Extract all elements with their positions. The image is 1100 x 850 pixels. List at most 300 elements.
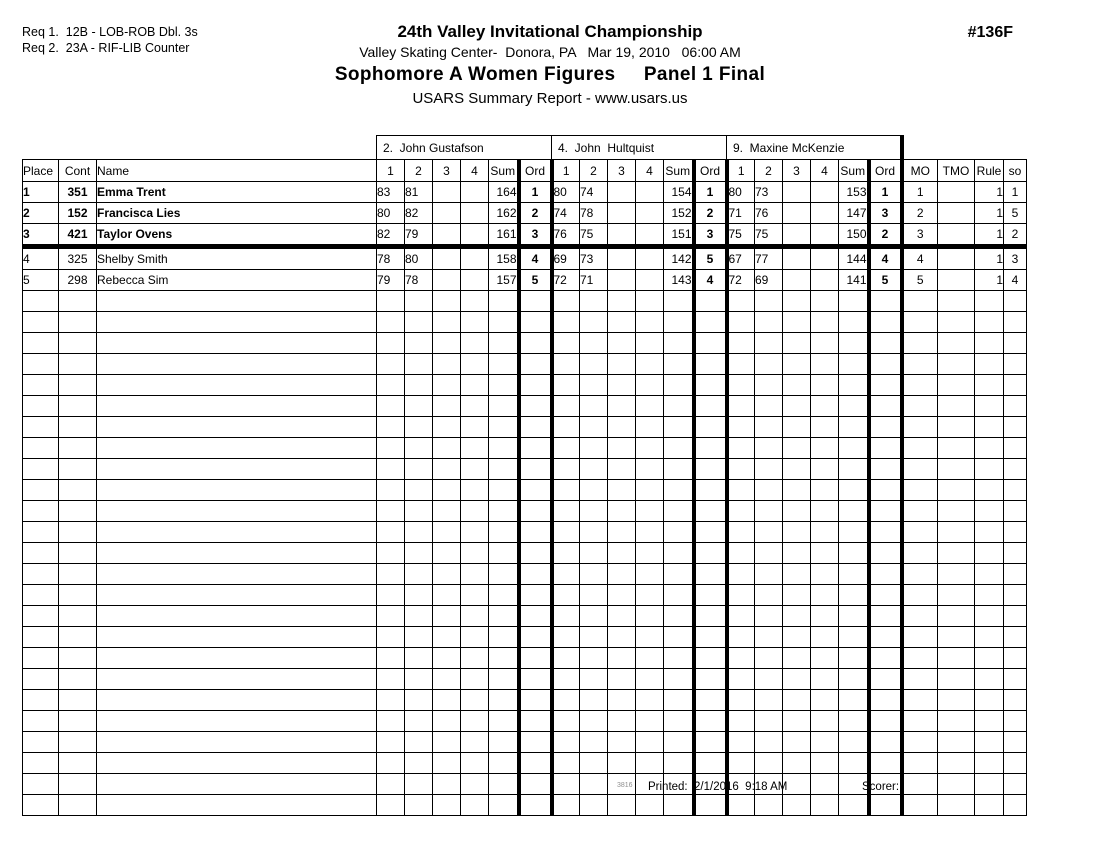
- score-cell: [783, 690, 811, 711]
- score-cell: [405, 354, 433, 375]
- rule-cell: [975, 438, 1004, 459]
- score-cell: [433, 224, 461, 247]
- col-header-sum-judge1: Sum: [489, 160, 519, 182]
- ord-cell: [869, 291, 902, 312]
- score-cell: [783, 522, 811, 543]
- rule-cell: [975, 732, 1004, 753]
- sum-cell: [664, 711, 694, 732]
- cont-cell: [59, 501, 97, 522]
- ord-cell: [694, 711, 727, 732]
- score-cell: [727, 333, 755, 354]
- ord-cell: [869, 480, 902, 501]
- col-header-ord-judge3: Ord: [869, 160, 902, 182]
- score-cell: [608, 354, 636, 375]
- event-number: #136F: [967, 24, 1013, 41]
- score-cell: [727, 795, 755, 816]
- mo-cell: [902, 711, 938, 732]
- name-cell: [97, 375, 377, 396]
- score-cell: [461, 774, 489, 795]
- score-cell: [755, 564, 783, 585]
- score-cell: [552, 564, 580, 585]
- name-cell: Taylor Ovens: [97, 224, 377, 247]
- score-cell: [783, 585, 811, 606]
- place-cell: [23, 522, 59, 543]
- rule-cell: [975, 459, 1004, 480]
- sum-cell: [664, 795, 694, 816]
- sum-cell: [664, 753, 694, 774]
- score-cell: [433, 648, 461, 669]
- rule-cell: 1: [975, 247, 1004, 270]
- place-cell: [23, 564, 59, 585]
- score-cell: [755, 585, 783, 606]
- cont-cell: [59, 711, 97, 732]
- score-cell: [405, 501, 433, 522]
- ord-cell: [694, 795, 727, 816]
- ord-cell: [694, 459, 727, 480]
- sum-cell: [489, 732, 519, 753]
- score-cell: [552, 333, 580, 354]
- empty-row: [23, 543, 1027, 564]
- place-cell: [23, 417, 59, 438]
- score-cell: [811, 690, 839, 711]
- score-cell: [811, 543, 839, 564]
- score-cell: [580, 396, 608, 417]
- tmo-cell: [938, 774, 975, 795]
- cont-cell: [59, 543, 97, 564]
- sum-cell: [489, 711, 519, 732]
- score-cell: [755, 459, 783, 480]
- score-cell: [727, 690, 755, 711]
- so-cell: [1004, 522, 1027, 543]
- empty-row: [23, 732, 1027, 753]
- score-cell: [727, 648, 755, 669]
- score-cell: [433, 669, 461, 690]
- rule-cell: [975, 291, 1004, 312]
- score-cell: [608, 396, 636, 417]
- score-cell: [727, 438, 755, 459]
- score-cell: [433, 203, 461, 224]
- sum-cell: 161: [489, 224, 519, 247]
- col-header-1-judge2: 1: [552, 160, 580, 182]
- ord-cell: [519, 291, 552, 312]
- sum-cell: [664, 564, 694, 585]
- score-cell: [755, 312, 783, 333]
- score-cell: [636, 354, 664, 375]
- sum-cell: [664, 648, 694, 669]
- cont-cell: [59, 459, 97, 480]
- score-cell: [783, 375, 811, 396]
- score-cell: [636, 291, 664, 312]
- place-cell: [23, 753, 59, 774]
- score-cell: [461, 480, 489, 501]
- score-cell: [552, 690, 580, 711]
- score-cell: [377, 480, 405, 501]
- tmo-cell: [938, 753, 975, 774]
- rule-cell: [975, 690, 1004, 711]
- ord-cell: [869, 312, 902, 333]
- score-cell: [580, 774, 608, 795]
- tmo-cell: [938, 224, 975, 247]
- score-cell: [461, 354, 489, 375]
- col-header-tmo: TMO: [938, 160, 975, 182]
- sum-cell: [839, 333, 869, 354]
- empty-row: [23, 648, 1027, 669]
- score-cell: [580, 795, 608, 816]
- sum-cell: 153: [839, 182, 869, 203]
- score-cell: [811, 459, 839, 480]
- sum-cell: [664, 459, 694, 480]
- band-spacer-right: [902, 136, 1027, 160]
- name-cell: [97, 396, 377, 417]
- mo-cell: [902, 795, 938, 816]
- place-cell: [23, 669, 59, 690]
- score-cell: [552, 753, 580, 774]
- so-cell: [1004, 732, 1027, 753]
- cont-cell: 421: [59, 224, 97, 247]
- ord-cell: 2: [519, 203, 552, 224]
- score-cell: [636, 627, 664, 648]
- score-cell: [377, 438, 405, 459]
- ord-cell: [694, 417, 727, 438]
- ord-cell: [694, 438, 727, 459]
- cont-cell: [59, 291, 97, 312]
- ord-cell: 2: [869, 224, 902, 247]
- name-cell: [97, 291, 377, 312]
- score-cell: [552, 459, 580, 480]
- place-cell: 3: [23, 224, 59, 247]
- score-cell: [377, 522, 405, 543]
- score-cell: [552, 585, 580, 606]
- ord-cell: [869, 354, 902, 375]
- score-cell: [552, 291, 580, 312]
- ord-cell: [519, 522, 552, 543]
- score-cell: [783, 627, 811, 648]
- tmo-cell: [938, 291, 975, 312]
- mo-cell: 2: [902, 203, 938, 224]
- score-cell: [377, 795, 405, 816]
- sum-cell: [664, 438, 694, 459]
- cont-cell: [59, 522, 97, 543]
- place-cell: [23, 627, 59, 648]
- score-cell: [461, 291, 489, 312]
- score-cell: [608, 711, 636, 732]
- score-cell: [405, 543, 433, 564]
- score-cell: [727, 627, 755, 648]
- table-row: [23, 247, 1027, 270]
- place-cell: 5: [23, 270, 59, 291]
- cont-cell: [59, 564, 97, 585]
- sum-cell: [839, 417, 869, 438]
- score-cell: [433, 417, 461, 438]
- score-cell: [783, 795, 811, 816]
- so-cell: [1004, 753, 1027, 774]
- score-cell: [636, 648, 664, 669]
- score-cell: [811, 333, 839, 354]
- ord-cell: 4: [869, 247, 902, 270]
- mo-cell: [902, 585, 938, 606]
- empty-row: [23, 606, 1027, 627]
- score-cell: [608, 480, 636, 501]
- score-cell: [405, 375, 433, 396]
- rule-cell: [975, 522, 1004, 543]
- empty-row: [23, 438, 1027, 459]
- sum-cell: [664, 690, 694, 711]
- score-cell: [405, 417, 433, 438]
- name-cell: [97, 564, 377, 585]
- score-cell: [461, 732, 489, 753]
- score-cell: [636, 396, 664, 417]
- score-cell: [377, 333, 405, 354]
- ord-cell: [519, 417, 552, 438]
- score-cell: [755, 354, 783, 375]
- ord-cell: [869, 543, 902, 564]
- rule-cell: [975, 501, 1004, 522]
- score-cell: [755, 501, 783, 522]
- name-cell: [97, 774, 377, 795]
- score-cell: [405, 669, 433, 690]
- score-cell: [433, 732, 461, 753]
- score-cell: [636, 732, 664, 753]
- ord-cell: 4: [694, 270, 727, 291]
- band-spacer-left: [23, 136, 377, 160]
- empty-row: [23, 711, 1027, 732]
- requirement-line-1: Req 1. 12B - LOB-ROB Dbl. 3s: [22, 25, 198, 39]
- score-cell: [405, 312, 433, 333]
- score-cell: [433, 522, 461, 543]
- cont-cell: [59, 333, 97, 354]
- score-cell: [811, 522, 839, 543]
- score-cell: 80: [727, 182, 755, 203]
- score-cell: [405, 606, 433, 627]
- ord-cell: [869, 585, 902, 606]
- score-cell: [636, 224, 664, 247]
- empty-row: [23, 291, 1027, 312]
- sum-cell: [839, 732, 869, 753]
- score-cell: [727, 564, 755, 585]
- score-cell: [580, 522, 608, 543]
- score-cell: [608, 375, 636, 396]
- score-cell: [811, 354, 839, 375]
- score-cell: [461, 501, 489, 522]
- score-cell: [405, 711, 433, 732]
- score-cell: [636, 501, 664, 522]
- score-cell: [636, 480, 664, 501]
- sum-cell: [489, 774, 519, 795]
- name-cell: [97, 732, 377, 753]
- sum-cell: [489, 312, 519, 333]
- score-cell: [461, 795, 489, 816]
- so-cell: [1004, 375, 1027, 396]
- col-header-mo: MO: [902, 160, 938, 182]
- sum-cell: 143: [664, 270, 694, 291]
- score-cell: [783, 203, 811, 224]
- mo-cell: [902, 396, 938, 417]
- sum-cell: [489, 606, 519, 627]
- score-cell: [552, 438, 580, 459]
- place-cell: [23, 375, 59, 396]
- score-cell: [783, 459, 811, 480]
- rule-cell: 1: [975, 224, 1004, 247]
- ord-cell: [869, 753, 902, 774]
- score-cell: [377, 375, 405, 396]
- score-cell: 74: [552, 203, 580, 224]
- score-cell: [377, 669, 405, 690]
- score-cell: [377, 627, 405, 648]
- score-cell: [433, 247, 461, 270]
- ord-cell: [694, 354, 727, 375]
- sum-cell: 162: [489, 203, 519, 224]
- ord-cell: 4: [519, 247, 552, 270]
- cont-cell: [59, 690, 97, 711]
- so-cell: [1004, 480, 1027, 501]
- score-cell: [552, 732, 580, 753]
- score-cell: [433, 753, 461, 774]
- cont-cell: [59, 627, 97, 648]
- name-cell: Francisca Lies: [97, 203, 377, 224]
- score-cell: [811, 182, 839, 203]
- score-cell: [636, 585, 664, 606]
- place-cell: [23, 333, 59, 354]
- ord-cell: [519, 501, 552, 522]
- score-cell: [552, 543, 580, 564]
- place-cell: 2: [23, 203, 59, 224]
- score-cell: [811, 375, 839, 396]
- table-row: [23, 203, 1027, 224]
- score-cell: [461, 585, 489, 606]
- name-cell: [97, 690, 377, 711]
- cont-cell: [59, 606, 97, 627]
- score-cell: 75: [755, 224, 783, 247]
- score-cell: 71: [727, 203, 755, 224]
- so-cell: [1004, 585, 1027, 606]
- mo-cell: 1: [902, 182, 938, 203]
- col-header-1-judge3: 1: [727, 160, 755, 182]
- sum-cell: [489, 396, 519, 417]
- ord-cell: [869, 396, 902, 417]
- name-cell: [97, 648, 377, 669]
- place-cell: [23, 711, 59, 732]
- cont-cell: 298: [59, 270, 97, 291]
- score-cell: [405, 522, 433, 543]
- empty-row: [23, 396, 1027, 417]
- tmo-cell: [938, 648, 975, 669]
- cont-cell: [59, 438, 97, 459]
- score-cell: [727, 522, 755, 543]
- mo-cell: [902, 417, 938, 438]
- score-cell: [377, 606, 405, 627]
- so-cell: [1004, 501, 1027, 522]
- cont-cell: [59, 417, 97, 438]
- rule-cell: 1: [975, 182, 1004, 203]
- score-cell: [461, 270, 489, 291]
- score-cell: [405, 333, 433, 354]
- mo-cell: 4: [902, 247, 938, 270]
- sum-cell: [664, 480, 694, 501]
- place-cell: [23, 459, 59, 480]
- tmo-cell: [938, 690, 975, 711]
- empty-row: [23, 501, 1027, 522]
- empty-row: [23, 417, 1027, 438]
- score-cell: 69: [552, 247, 580, 270]
- ord-cell: [869, 375, 902, 396]
- score-cell: [377, 501, 405, 522]
- score-cell: [433, 585, 461, 606]
- score-cell: [636, 459, 664, 480]
- sum-cell: 150: [839, 224, 869, 247]
- score-cell: [433, 543, 461, 564]
- score-cell: 71: [580, 270, 608, 291]
- ord-cell: [869, 417, 902, 438]
- col-header-cont: Cont: [59, 160, 97, 182]
- score-cell: [461, 203, 489, 224]
- ord-cell: [694, 396, 727, 417]
- rule-cell: 1: [975, 270, 1004, 291]
- score-cell: [636, 270, 664, 291]
- so-cell: [1004, 606, 1027, 627]
- score-cell: [755, 333, 783, 354]
- sum-cell: [839, 711, 869, 732]
- ord-cell: [694, 627, 727, 648]
- score-cell: [433, 333, 461, 354]
- score-cell: [608, 795, 636, 816]
- ord-cell: [869, 564, 902, 585]
- score-cell: [811, 564, 839, 585]
- title-block: [0, 22, 1100, 107]
- score-cell: [461, 247, 489, 270]
- sum-cell: 152: [664, 203, 694, 224]
- ord-cell: [869, 711, 902, 732]
- mo-cell: [902, 438, 938, 459]
- mo-cell: [902, 690, 938, 711]
- score-cell: [755, 711, 783, 732]
- rule-cell: [975, 354, 1004, 375]
- name-cell: [97, 417, 377, 438]
- score-cell: [811, 501, 839, 522]
- name-cell: [97, 606, 377, 627]
- place-cell: [23, 396, 59, 417]
- score-cell: [636, 375, 664, 396]
- score-cell: [755, 690, 783, 711]
- score-cell: [783, 333, 811, 354]
- score-cell: [783, 753, 811, 774]
- score-cell: [636, 564, 664, 585]
- sum-cell: [839, 354, 869, 375]
- sum-cell: [489, 480, 519, 501]
- sum-cell: [664, 417, 694, 438]
- col-header-sum-judge2: Sum: [664, 160, 694, 182]
- sum-cell: [489, 354, 519, 375]
- rule-cell: [975, 396, 1004, 417]
- sum-cell: [489, 648, 519, 669]
- sum-cell: [839, 648, 869, 669]
- score-cell: [608, 564, 636, 585]
- score-cell: [580, 375, 608, 396]
- score-cell: [811, 203, 839, 224]
- score-cell: [433, 375, 461, 396]
- mo-cell: [902, 732, 938, 753]
- table-row: [23, 182, 1027, 203]
- score-cell: [580, 585, 608, 606]
- score-cell: [433, 438, 461, 459]
- ord-cell: [519, 354, 552, 375]
- score-cell: [461, 543, 489, 564]
- rule-cell: [975, 417, 1004, 438]
- score-cell: [783, 648, 811, 669]
- cont-cell: [59, 585, 97, 606]
- ord-cell: [519, 606, 552, 627]
- ord-cell: [869, 690, 902, 711]
- score-cell: [636, 711, 664, 732]
